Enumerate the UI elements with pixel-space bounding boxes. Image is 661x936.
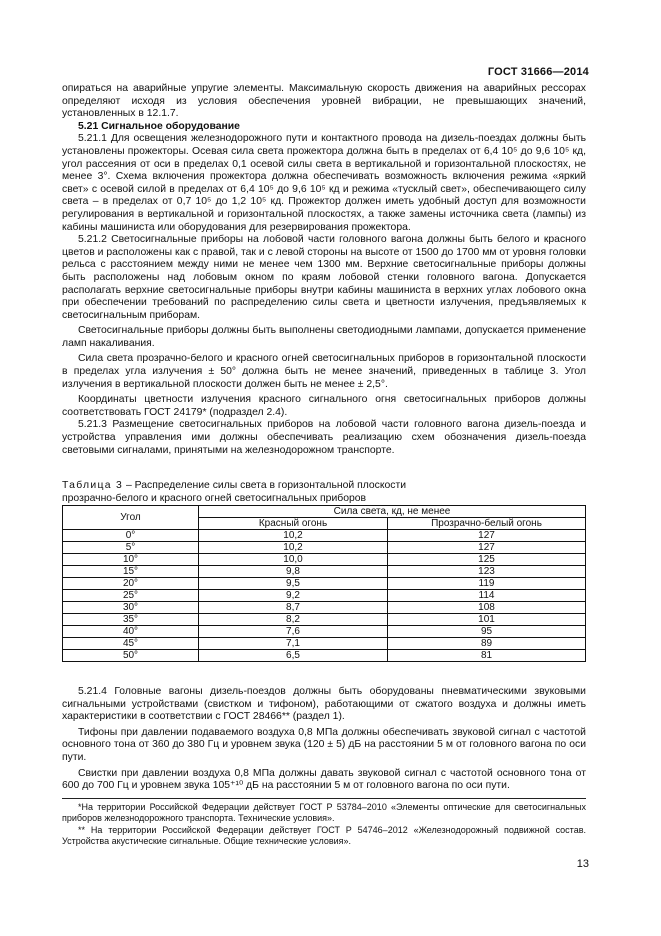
table-row [63,626,586,638]
table-cell-angle: 5° [63,542,199,554]
paragraph-continuation: опираться на аварийные упругие элементы. Максимальную скорость движения на аварийных рессорах определяют исходя из условия обеспечения уровней вибрации, не превышающих значений, установленных в 12.1.7. [62,83,586,120]
table-row [63,638,586,650]
table-cell-white: 127 [388,542,586,554]
table-cell-white: 127 [388,530,586,542]
table-row [63,614,586,626]
footnotes [62,802,586,848]
table-row [63,602,586,614]
table-cell-red: 8,2 [199,614,388,626]
paragraph-led-lamps: Светосигнальные приборы должны быть выполнены светодиодными лампами, допускается применение ламп накаливания. [62,325,586,349]
table-cell-angle: 10° [63,554,199,566]
standard-code-header: ГОСТ 31666—2014 [487,66,589,78]
table-row [63,650,586,662]
table-row [63,530,586,542]
section-heading-5-21: 5.21 Сигнальное оборудование [78,120,240,132]
paragraph-light-intensity: Сила света прозрачно-белого и красного огней светосигнальных приборов в горизонтальной плоскости в пределах угла излучения ± 50° должна быть не менее значений, приведенных в таблице 3. Угол излучения в вертикальной плоскости должен быть не менее ± 2,5°. [62,353,586,390]
light-intensity-table [62,505,586,662]
table-cell-red: 9,2 [199,590,388,602]
paragraph-5-21-1: 5.21.1 Для освещения железнодорожного пути и контактного провода на дизель-поездах должны быть установлены прожекторы. Осевая сила света прожектора должна быть в пределах от 6,4 10⁵ до 9,6 10⁵ кд, угол рассеяния от оси в пределах 0,1 осевой силы света в вертикальной и горизонтальной плоскостях, не менее 3°. Схема включения прожектора должна обеспечивать возможность включения режима «яркий свет» с осевой силой в пределах от 6,4 10⁵ до 9,6 10⁵ кд и режима «тусклый свет», обеспечивающего силу света – в пределах от 0,7 10⁵ до 1,2 10⁵ кд. Прожектор должен иметь удобный доступ для возможности регулирования в вертикальной и горизонтальной плоскостях, а также замены источника света (лампы) из кабины машиниста или оборудования для резервирования прожектора. [62,133,586,233]
page-number: 13 [576,858,589,870]
table-cell-angle: 25° [63,590,199,602]
table-cell-white: 114 [388,590,586,602]
table-row [63,590,586,602]
table-caption-line1: – Распределение силы света в горизонтальной плоскости [123,480,407,491]
table-body [63,530,586,662]
table-header-white: Прозрачно-белый огонь [388,518,586,530]
main-text-bottom [62,686,586,793]
table-header-group: Сила света, кд, не менее [199,506,586,518]
footnote-1: *На территории Российской Федерации действует ГОСТ Р 53784–2010 «Элементы оптические для светосигнальных приборов железнодорожного транспорта. Технические условия». [62,802,586,824]
paragraph-typhon: Тифоны при давлении подаваемого воздуха 0,8 МПа должны обеспечивать звуковой сигнал с частотой основного тона от 360 до 380 Гц и уровнем звука (120 ± 5) дБ на расстоянии 5 м от головного вагона по оси пути. [62,726,586,763]
paragraph-chromaticity: Координаты цветности излучения красного сигнального огня светосигнальных приборов должны соответствовать ГОСТ 24179* (подраздел 2.4). [62,394,586,418]
table-cell-angle: 0° [63,530,199,542]
table-cell-white: 81 [388,650,586,662]
table-cell-white: 108 [388,602,586,614]
table-header-red: Красный огонь [199,518,388,530]
table-cell-red: 8,7 [199,602,388,614]
table-cell-red: 7,1 [199,638,388,650]
table-cell-angle: 30° [63,602,199,614]
table-cell-red: 9,8 [199,566,388,578]
table-cell-white: 123 [388,566,586,578]
footnote-2: ** На территории Российской Федерации действует ГОСТ Р 54746–2012 «Железнодорожный подвижной состав. Устройства акустические сигнальные. Общие технические условия». [62,824,586,847]
table-row [63,566,586,578]
table-cell-white: 89 [388,638,586,650]
main-text-top [62,83,586,457]
table-cell-angle: 20° [63,578,199,590]
table-cell-white: 101 [388,614,586,626]
table-cell-red: 10,0 [199,554,388,566]
table-cell-red: 10,2 [199,530,388,542]
table-cell-red: 6,5 [199,650,388,662]
table-cell-angle: 35° [63,614,199,626]
table-caption [62,480,586,505]
table-cell-angle: 50° [63,650,199,662]
table-header-angle: Угол [63,506,199,530]
table-cell-red: 10,2 [199,542,388,554]
table-cell-red: 9,5 [199,578,388,590]
table-cell-white: 125 [388,554,586,566]
table-cell-angle: 40° [63,626,199,638]
table-cell-white: 95 [388,626,586,638]
table-label: Таблица 3 [62,480,124,491]
table-row [63,578,586,590]
table-cell-red: 7,6 [199,626,388,638]
paragraph-5-21-3: 5.21.3 Размещение светосигнальных приборов на лобовой части головного вагона дизель-поезда и устройства управления ими должны обеспечивать реализацию схем обозначения дизель-поезда световыми сигналами, принятыми на железнодорожном транспорте. [62,419,586,456]
paragraph-whistle: Свистки при давлении воздуха 0,8 МПа должны давать звуковой сигнал с частотой основного тона от 600 до 700 Гц и уровнем звука 105⁺¹⁰ дБ на расстоянии 5 м от головного вагона по оси пути. [62,767,586,792]
paragraph-5-21-2: 5.21.2 Светосигнальные приборы на лобовой части головного вагона должны быть белого и красного цветов и расположены как с правой, так и с левой стороны на высоте от 1500 до 1700 мм от уровня головки рельса с расстоянием между ними не менее чем 1300 мм. Верхние светосигнальные приборы должны быть расположены над лобовым окном по краям лобовой стенки головного вагона. Допускается располагать верхние светосигнальные приборы внутри кабины машиниста в верхних углах лобового окна при обеспечении требований по распределению силы света и цветности излучения, предъявляемых к светосигнальным приборам. [62,234,586,321]
table-cell-angle: 45° [63,638,199,650]
table-caption-line2: прозрачно-белого и красного огней светосигнальных приборов [62,492,367,504]
paragraph-5-21-4: 5.21.4 Головные вагоны дизель-поездов должны быть оборудованы пневматическими звуковыми сигнальными устройствами (свистком и тифоном), работающими от сжатого воздуха и должны иметь характеристики в соответствии с ГОСТ 28466** (раздел 1). [62,686,586,723]
table-row [63,542,586,554]
table-row [63,554,586,566]
table-cell-white: 119 [388,578,586,590]
table-cell-angle: 15° [63,566,199,578]
footnote-divider [62,798,586,799]
